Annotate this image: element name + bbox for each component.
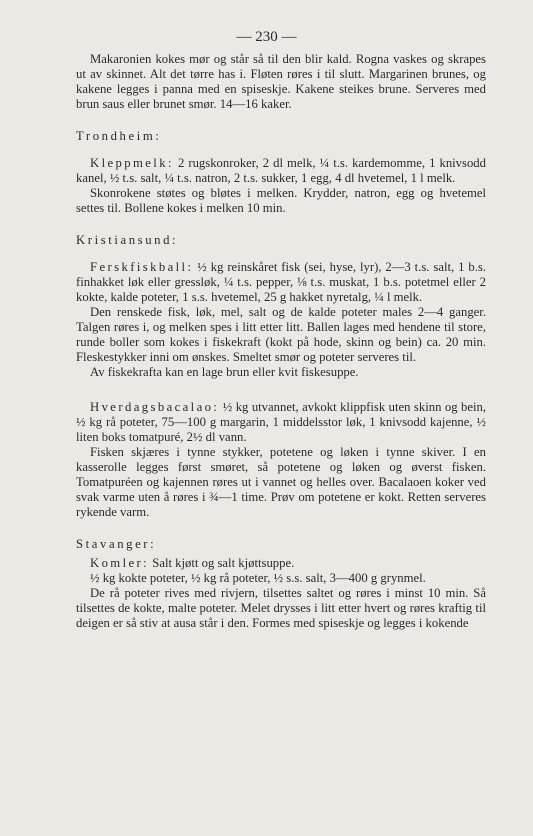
recipe-kleppmelk-ingredients: [76, 156, 486, 186]
recipe-komler-ingredients: ½ kg kokte poteter, ½ kg rå poteter, ½ s.s. salt, 3—400 g grynmel.: [90, 571, 426, 585]
recipe-ferskfiskball-note: Av fiskekrafta kan en lage brun eller kvit fiskesuppe.: [90, 365, 359, 379]
page-body: [76, 52, 486, 631]
region-heading-trondheim: Trondheim:: [76, 129, 162, 143]
recipe-komler-intro: [76, 556, 486, 571]
ferskfiskball-ingredient-text: ½ kg reinskåret fisk (sei, hyse, lyr), 2—3 t.s. salt, 1 b.s. finhakket løk eller gressløk, ¼ t.s. pepper, ⅛ t.s. muskat, 1 b.s. potetmel eller 2 kokte, kalde poteter, 1 s.s. hvetemel, 25 g hakket nyretalg, ¼ l melk.: [76, 260, 486, 304]
recipe-kleppmelk-method: Skonrokene støtes og bløtes i melken. Krydder, natron, egg og hvetemel settes til. Bollene kokes i melken 10 min.: [76, 186, 486, 215]
recipe-title-bacalao: Hverdagsbacalao:: [90, 400, 220, 414]
recipe-komler-method: De rå poteter rives med rivjern, tilsettes saltet og røres i minst 10 min. Så tilsettes de kokte, malte poteter. Melet drysses i litt etter hvert og røres kraftig til deigen er så stiv at ausa står i den. Formes med spiseskje og legges i kokende: [76, 586, 486, 630]
recipe-bacalao-ingredients: [76, 400, 486, 445]
page-number: — 230 —: [236, 29, 297, 45]
region-heading-kristiansund: Kristiansund:: [76, 233, 179, 247]
region-heading-stavanger: Stavanger:: [76, 537, 157, 551]
recipe-title-komler: Komler:: [90, 556, 150, 570]
recipe-ferskfiskball-ingredients: [76, 260, 486, 305]
kleppmelk-ingredient-text: 2 rugskonroker, 2 dl melk, ¼ t.s. kardemomme, 1 knivsodd kanel, ½ t.s. salt, ¼ t.s. natron, 2 t.s. sukker, 1 egg, 4 dl hvetemel, 1 l melk.: [76, 156, 486, 185]
recipe-title-ferskfiskball: Ferskfiskball:: [90, 260, 194, 274]
recipe-ferskfiskball-method: Den renskede fisk, løk, mel, salt og de kalde poteter males 2—4 ganger. Talgen røres i, og melken spes i litt etter litt. Ballen lages med hendene til store, runde boller som kokes i fiskekraft (kokt på hode, skinn og bein) ca. 20 min. Fleskestykker inni om ønskes. Smeltet smør og poteter serveres til.: [76, 305, 486, 364]
recipe-title-kleppmelk: Kleppmelk:: [90, 156, 174, 170]
paragraph-intro: Makaronien kokes mør og står så til den blir kald. Rogna vaskes og skrapes ut av skinnet. Alt det tørre has i. Fløten røres i til slutt. Margarinen brunes, og kakene legges i panna med en spiseskje. Kakene steikes brune. Serveres med brun saus eller brunet smør. 14—16 kaker.: [76, 52, 486, 111]
komler-intro-text: Salt kjøtt og salt kjøttsuppe.: [149, 556, 295, 570]
recipe-bacalao-method: Fisken skjæres i tynne stykker, potetene og løken i tynne skiver. I en kasserolle legges først smøret, så potetene og løken og øverst fisken. Tomatpuréen og kajennen røres ut i vannet og helles over. Bacalaoen koker ved svak varme uten å røres i ¾—1 time. Prøv om potetene er kokt. Retten serveres rykende varm.: [76, 445, 486, 519]
bacalao-ingredient-text: ½ kg utvannet, avkokt klippfisk uten skinn og bein, ½ kg rå poteter, 75—100 g margarin, 1 middelsstor løk, 1 knivsodd kajenne, ½ liten boks tomatpuré, 2½ dl vann.: [76, 400, 486, 444]
